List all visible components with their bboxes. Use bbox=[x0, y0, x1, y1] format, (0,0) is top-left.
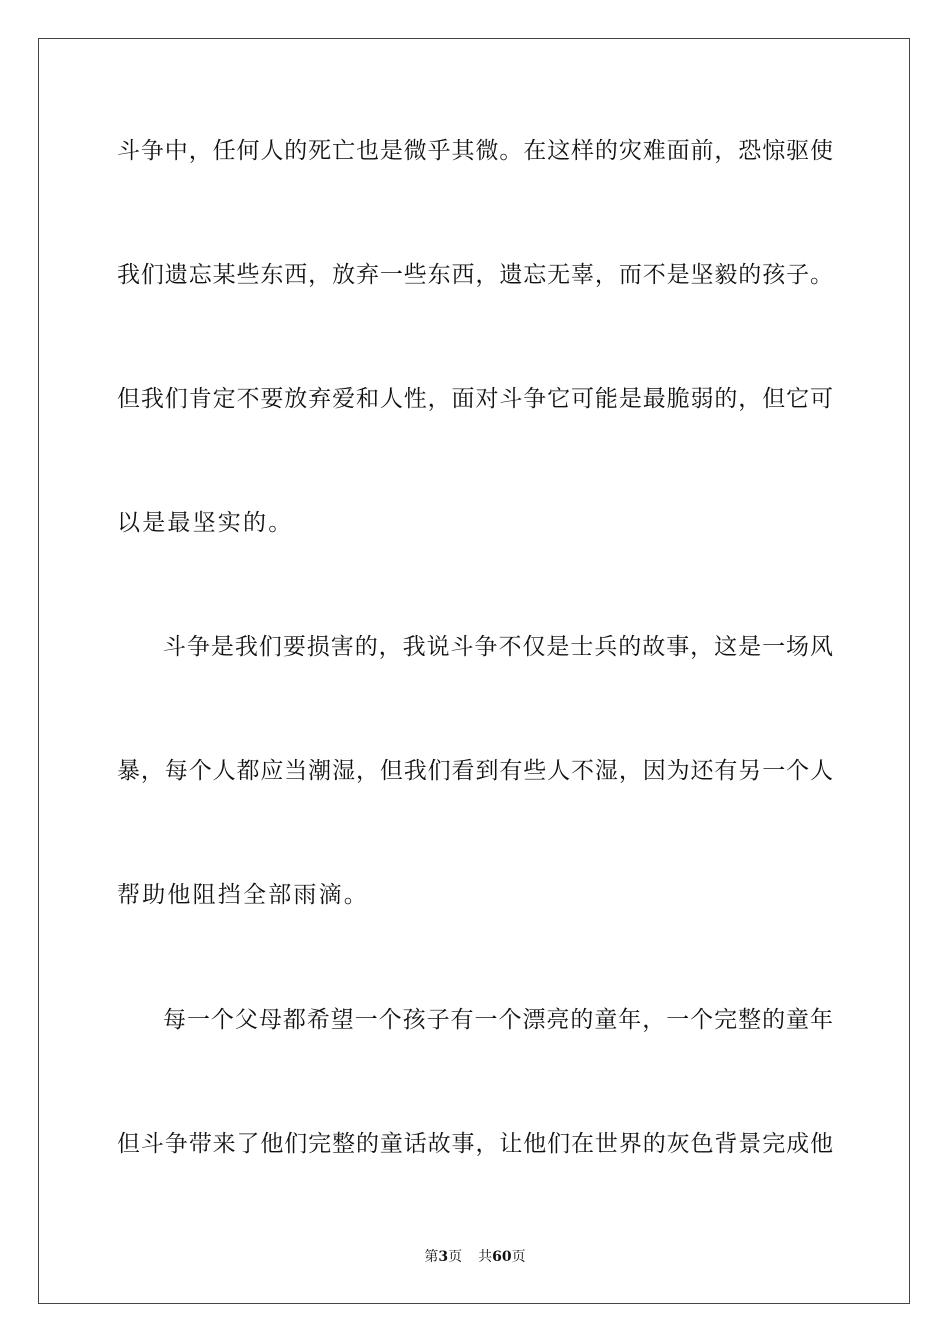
body-line-2: 我们遗忘某些东西，放弃一些东西，遗忘无辜，而不是坚毅的孩子。 bbox=[117, 262, 833, 288]
footer-page-number: 3 bbox=[438, 1249, 449, 1265]
page-border bbox=[38, 38, 910, 1304]
body-line-6: 暴，每个人都应当潮湿，但我们看到有些人不湿，因为还有另一个人 bbox=[117, 758, 833, 784]
body-line-9: 但斗争带来了他们完整的童话故事，让他们在世界的灰色背景完成他 bbox=[117, 1131, 833, 1157]
footer-total-pages: 60 bbox=[492, 1249, 512, 1265]
body-line-1: 斗争中，任何人的死亡也是微乎其微。在这样的灾难面前，恐惊驱使 bbox=[117, 138, 833, 164]
body-line-3: 但我们肯定不要放弃爱和人性，面对斗争它可能是最脆弱的，但它可 bbox=[117, 386, 833, 412]
footer-total-prefix: 共 bbox=[478, 1249, 493, 1265]
footer-total-suffix: 页 bbox=[511, 1249, 526, 1265]
body-line-8: 每一个父母都希望一个孩子有一个漂亮的童年，一个完整的童年 bbox=[163, 1007, 833, 1033]
body-line-7: 帮助他阻挡全部雨滴。 bbox=[117, 882, 369, 908]
footer-page-prefix: 第 bbox=[424, 1249, 439, 1265]
page-footer bbox=[0, 1248, 950, 1266]
body-line-5: 斗争是我们要损害的，我说斗争不仅是士兵的故事，这是一场风 bbox=[163, 634, 833, 660]
body-line-4: 以是最坚实的。 bbox=[117, 510, 294, 536]
footer-page-suffix: 页 bbox=[448, 1249, 463, 1265]
